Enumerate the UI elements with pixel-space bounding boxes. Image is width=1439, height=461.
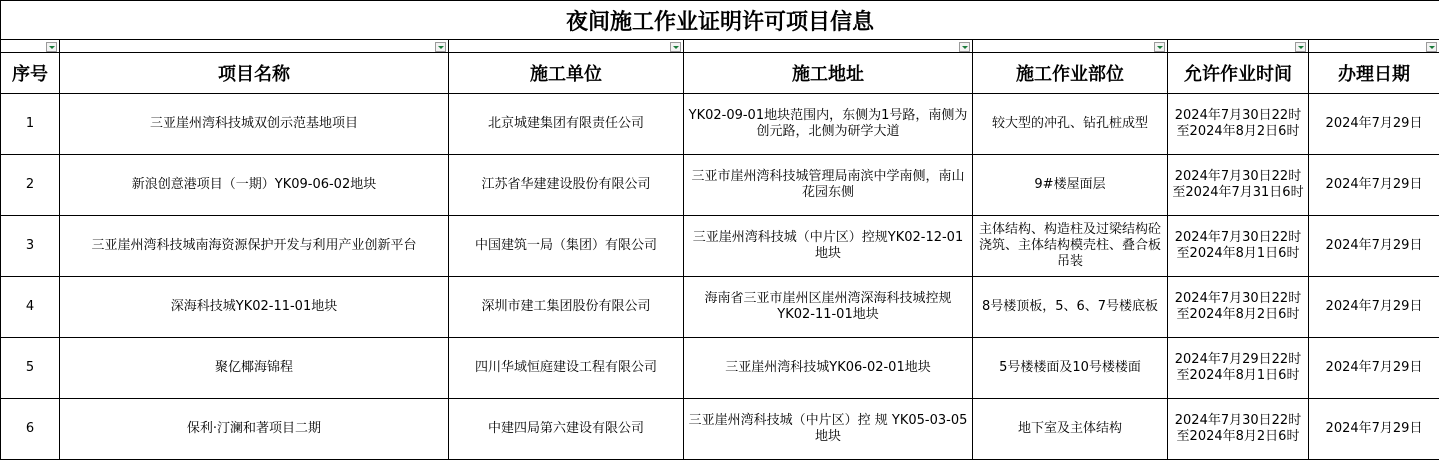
table-row: [1, 94, 1439, 155]
filter-dropdown-icon[interactable]: [435, 42, 446, 52]
cell-seq[interactable]: 5: [1, 338, 60, 399]
table-row: [1, 216, 1439, 277]
cell-work-area[interactable]: 地下室及主体结构: [973, 399, 1168, 460]
table-row: [1, 338, 1439, 399]
cell-project[interactable]: 三亚崖州湾科技城双创示范基地项目: [60, 94, 449, 155]
header-cell-date[interactable]: 办理日期: [1309, 53, 1439, 94]
cell-allowed-time[interactable]: 2024年7月29日22时至2024年8月1日6时: [1168, 338, 1309, 399]
cell-project[interactable]: 新浪创意港项目（一期）YK09-06-02地块: [60, 155, 449, 216]
table-row: [1, 155, 1439, 216]
filter-dropdown-icon[interactable]: [959, 42, 970, 52]
cell-work-area[interactable]: 较大型的冲孔、钻孔桩成型: [973, 94, 1168, 155]
cell-work-area[interactable]: 8号楼顶板，5、6、7号楼底板: [973, 277, 1168, 338]
cell-project[interactable]: 保利·汀澜和著项目二期: [60, 399, 449, 460]
cell-work-area[interactable]: 9#楼屋面层: [973, 155, 1168, 216]
cell-date[interactable]: 2024年7月29日: [1309, 338, 1439, 399]
filter-cell: [1, 40, 60, 53]
filter-dropdown-icon[interactable]: [46, 42, 57, 52]
cell-seq[interactable]: 6: [1, 399, 60, 460]
filter-cell: [684, 40, 973, 53]
sheet-title: 夜间施工作业证明许可项目信息: [1, 1, 1439, 40]
cell-address[interactable]: 三亚崖州湾科技城YK06-02-01地块: [684, 338, 973, 399]
header-cell-allowed-time[interactable]: 允许作业时间: [1168, 53, 1309, 94]
cell-seq[interactable]: 2: [1, 155, 60, 216]
cell-address[interactable]: YK02-09-01地块范围内，东侧为1号路，南侧为创元路，北侧为研学大道: [684, 94, 973, 155]
cell-date[interactable]: 2024年7月29日: [1309, 216, 1439, 277]
filter-cell: [1168, 40, 1309, 53]
filter-dropdown-icon[interactable]: [1426, 42, 1437, 52]
cell-allowed-time[interactable]: 2024年7月30日22时至2024年8月1日6时: [1168, 216, 1309, 277]
table-row: [1, 277, 1439, 338]
cell-contractor[interactable]: 北京城建集团有限责任公司: [449, 94, 684, 155]
filter-dropdown-icon[interactable]: [1295, 42, 1306, 52]
cell-seq[interactable]: 3: [1, 216, 60, 277]
cell-contractor[interactable]: 中国建筑一局（集团）有限公司: [449, 216, 684, 277]
cell-date[interactable]: 2024年7月29日: [1309, 94, 1439, 155]
cell-date[interactable]: 2024年7月29日: [1309, 399, 1439, 460]
cell-project[interactable]: 聚亿椰海锦程: [60, 338, 449, 399]
filter-cell: [60, 40, 449, 53]
cell-contractor[interactable]: 江苏省华建建设股份有限公司: [449, 155, 684, 216]
cell-address[interactable]: 三亚市崖州湾科技城管理局南滨中学南侧，南山花园东侧: [684, 155, 973, 216]
cell-allowed-time[interactable]: 2024年7月30日22时至2024年8月2日6时: [1168, 94, 1309, 155]
cell-date[interactable]: 2024年7月29日: [1309, 277, 1439, 338]
cell-address[interactable]: 三亚崖州湾科技城（中片区）控规YK02-12-01地块: [684, 216, 973, 277]
cell-work-area[interactable]: 5号楼楼面及10号楼楼面: [973, 338, 1168, 399]
cell-contractor[interactable]: 深圳市建工集团股份有限公司: [449, 277, 684, 338]
cell-address[interactable]: 三亚崖州湾科技城（中片区）控 规 YK05-03-05 地块: [684, 399, 973, 460]
cell-project[interactable]: 三亚崖州湾科技城南海资源保护开发与利用产业创新平台: [60, 216, 449, 277]
cell-allowed-time[interactable]: 2024年7月30日22时至2024年8月2日6时: [1168, 277, 1309, 338]
table-row: [1, 399, 1439, 460]
header-row: [1, 53, 1439, 94]
filter-cell: [1309, 40, 1439, 53]
cell-work-area[interactable]: 主体结构、构造柱及过梁结构砼浇筑、主体结构模壳柱、叠合板吊装: [973, 216, 1168, 277]
filter-cell: [973, 40, 1168, 53]
header-cell-seq[interactable]: 序号: [1, 53, 60, 94]
header-cell-address[interactable]: 施工地址: [684, 53, 973, 94]
cell-date[interactable]: 2024年7月29日: [1309, 155, 1439, 216]
header-cell-project[interactable]: 项目名称: [60, 53, 449, 94]
cell-seq[interactable]: 4: [1, 277, 60, 338]
cell-project[interactable]: 深海科技城YK02-11-01地块: [60, 277, 449, 338]
header-cell-work-area[interactable]: 施工作业部位: [973, 53, 1168, 94]
cell-contractor[interactable]: 中建四局第六建设有限公司: [449, 399, 684, 460]
filter-dropdown-icon[interactable]: [1154, 42, 1165, 52]
cell-allowed-time[interactable]: 2024年7月30日22时至2024年8月2日6时: [1168, 399, 1309, 460]
cell-allowed-time[interactable]: 2024年7月30日22时至2024年7月31日6时: [1168, 155, 1309, 216]
cell-contractor[interactable]: 四川华域恒庭建设工程有限公司: [449, 338, 684, 399]
filter-dropdown-icon[interactable]: [670, 42, 681, 52]
filter-cell: [449, 40, 684, 53]
header-cell-contractor[interactable]: 施工单位: [449, 53, 684, 94]
cell-seq[interactable]: 1: [1, 94, 60, 155]
cell-address[interactable]: 海南省三亚市崖州区崖州湾深海科技城控规YK02-11-01地块: [684, 277, 973, 338]
